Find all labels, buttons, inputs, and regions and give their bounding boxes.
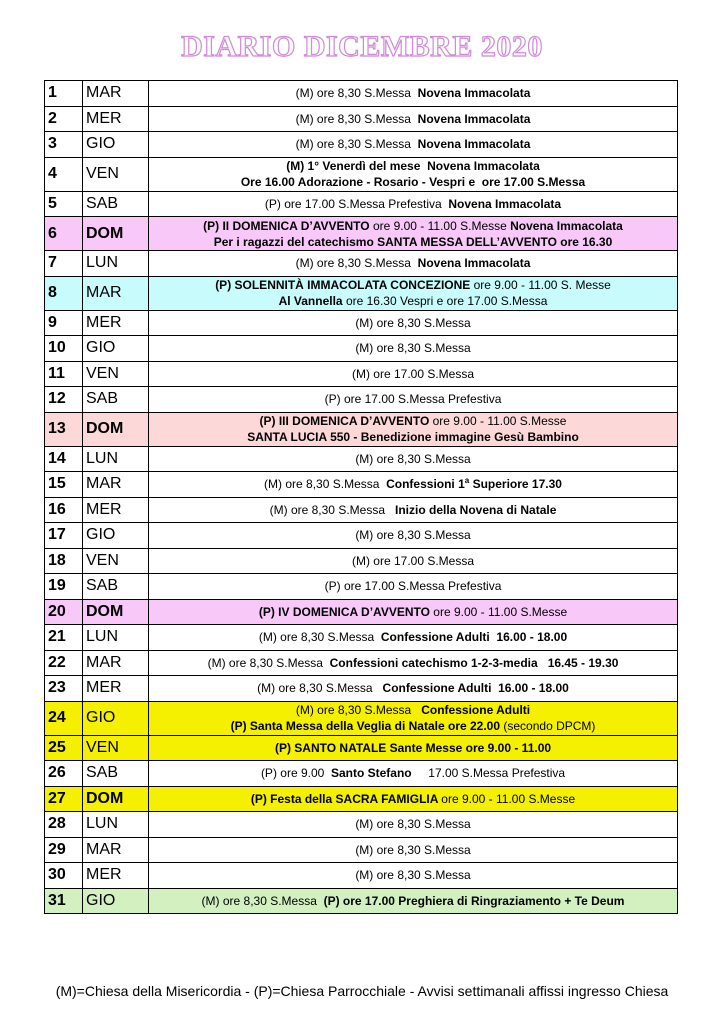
day-number: 21 xyxy=(45,625,83,651)
weekday: LUN xyxy=(83,446,149,472)
event-text: (P) ore 9.00 xyxy=(260,766,331,781)
day-number: 30 xyxy=(45,863,83,889)
event-text: Confessioni catechismo 1-2-3-media 16.45 - 19.30 xyxy=(329,655,619,670)
events-cell xyxy=(149,446,678,472)
weekday: DOM xyxy=(83,217,149,251)
events-cell xyxy=(149,599,678,625)
table-row xyxy=(45,276,678,310)
events-cell xyxy=(149,387,678,413)
event-text: (M) ore 8,30 S.Messa xyxy=(295,111,418,126)
day-number: 2 xyxy=(45,106,83,132)
table-row xyxy=(45,251,678,277)
weekday: GIO xyxy=(83,132,149,158)
calendar-table xyxy=(44,80,678,914)
page-title: DIARIO DICEMBRE 2020 xyxy=(181,30,543,63)
day-number: 5 xyxy=(45,191,83,217)
event-text: (P) ore 17.00 S.Messa Prefestiva xyxy=(324,392,502,407)
events-cell xyxy=(149,574,678,600)
table-row xyxy=(45,217,678,251)
table-row xyxy=(45,888,678,914)
weekday: DOM xyxy=(83,599,149,625)
table-row xyxy=(45,625,678,651)
table-row xyxy=(45,676,678,702)
event-line xyxy=(149,391,677,407)
event-line xyxy=(149,158,677,174)
event-line xyxy=(149,413,677,429)
day-number: 18 xyxy=(45,548,83,574)
table-row xyxy=(45,361,678,387)
events-cell xyxy=(149,523,678,549)
event-line xyxy=(149,136,677,152)
event-text: (P) ore 17.00 Preghiera di Ringraziamento + Te Deum xyxy=(323,893,625,908)
day-number: 4 xyxy=(45,157,83,191)
weekday: VEN xyxy=(83,361,149,387)
table-row xyxy=(45,837,678,863)
weekday: VEN xyxy=(83,157,149,191)
event-text: (M) ore 8,30 S.Messa xyxy=(295,86,418,101)
event-text: (P) SOLENNITÀ IMMACOLATA CONCEZIONE xyxy=(215,278,474,292)
day-number: 24 xyxy=(45,701,83,735)
event-line xyxy=(149,604,677,620)
events-cell xyxy=(149,497,678,523)
events-cell xyxy=(149,888,678,914)
event-text: (M) ore 8,30 S.Messa xyxy=(355,868,471,883)
weekday: DOM xyxy=(83,786,149,812)
event-text: Inizio della Novena di Natale xyxy=(395,502,557,517)
event-text: (P) SANTO NATALE Sante Messe ore 9.00 - 11.00 xyxy=(274,740,552,755)
table-row xyxy=(45,863,678,889)
event-text: Confessione Adulti xyxy=(421,703,531,717)
event-line xyxy=(149,502,677,518)
event-text: Per i ragazzi del catechismo SANTA MESSA DELL’AVVENTO ore 16.30 xyxy=(213,234,613,249)
table-row xyxy=(45,81,678,107)
event-text: (P) ore 17.00 S.Messa Prefestiva xyxy=(264,196,449,211)
event-line xyxy=(149,340,677,356)
weekday: MER xyxy=(83,310,149,336)
event-text: (M) ore 17.00 S.Messa xyxy=(351,366,475,381)
events-cell xyxy=(149,735,678,761)
event-line xyxy=(149,816,677,832)
event-text: Ore 16.00 Adorazione - Rosario - Vespri e ore 17.00 S.Messa xyxy=(240,175,586,189)
table-row xyxy=(45,548,678,574)
event-line xyxy=(149,655,677,671)
event-line xyxy=(149,218,677,234)
day-number: 15 xyxy=(45,472,83,498)
event-text: (M) ore 8,30 S.Messa xyxy=(257,681,383,696)
weekday: LUN xyxy=(83,251,149,277)
weekday: MAR xyxy=(83,276,149,310)
table-row xyxy=(45,387,678,413)
events-cell xyxy=(149,336,678,362)
day-number: 27 xyxy=(45,786,83,812)
events-cell xyxy=(149,412,678,446)
table-row xyxy=(45,701,678,735)
event-text: (M) ore 8,30 S.Messa xyxy=(201,893,324,908)
events-cell xyxy=(149,361,678,387)
event-text: (M) ore 8,30 S.Messa xyxy=(355,315,471,330)
weekday: LUN xyxy=(83,625,149,651)
day-number: 20 xyxy=(45,599,83,625)
events-cell xyxy=(149,701,678,735)
event-text: Novena Immacolata xyxy=(510,218,623,233)
table-row xyxy=(45,157,678,191)
table-row xyxy=(45,574,678,600)
events-cell xyxy=(149,837,678,863)
day-number: 28 xyxy=(45,812,83,838)
day-number: 13 xyxy=(45,412,83,446)
event-line xyxy=(149,893,677,909)
events-cell xyxy=(149,812,678,838)
weekday: GIO xyxy=(83,523,149,549)
event-text: Novena Immacolata xyxy=(417,111,531,126)
events-cell xyxy=(149,863,678,889)
weekday: GIO xyxy=(83,701,149,735)
table-row xyxy=(45,650,678,676)
event-text: (P) ore 17.00 S.Messa Prefestiva xyxy=(324,579,502,594)
event-line xyxy=(149,451,677,467)
event-line xyxy=(149,680,677,696)
weekday: SAB xyxy=(83,761,149,787)
event-line xyxy=(149,174,677,190)
event-line xyxy=(149,791,677,807)
event-text: ore 9.00 - 11.00 S.Messe xyxy=(432,414,567,428)
day-number: 11 xyxy=(45,361,83,387)
event-text: (M) ore 8,30 S.Messa xyxy=(258,630,381,645)
event-text: Novena Immacolata xyxy=(417,256,531,271)
weekday: LUN xyxy=(83,812,149,838)
event-line xyxy=(149,277,677,293)
event-line xyxy=(149,429,677,445)
events-cell xyxy=(149,472,678,498)
event-text: ore 16.30 Vespri e ore 17.00 S.Messa xyxy=(345,294,548,308)
event-text: (M) ore 8,30 S.Messa xyxy=(207,655,330,670)
weekday: DOM xyxy=(83,412,149,446)
event-text: (P) Santa Messa della Veglia di Natale ore 22.00 xyxy=(230,719,504,733)
table-row xyxy=(45,412,678,446)
event-line xyxy=(149,293,677,309)
event-line xyxy=(149,315,677,331)
event-line xyxy=(149,702,677,718)
event-text: (P) II DOMENICA D’AVVENTO xyxy=(203,218,373,233)
table-row xyxy=(45,761,678,787)
day-number: 3 xyxy=(45,132,83,158)
weekday: SAB xyxy=(83,387,149,413)
event-line xyxy=(149,867,677,883)
day-number: 17 xyxy=(45,523,83,549)
event-line xyxy=(149,85,677,101)
event-text: (M) ore 8,30 S.Messa xyxy=(295,256,418,271)
events-cell xyxy=(149,548,678,574)
event-text: ore 9.00 - 11.00 S.Messe xyxy=(372,218,511,233)
day-number: 8 xyxy=(45,276,83,310)
event-text: Novena Immacolata xyxy=(448,196,562,211)
weekday: VEN xyxy=(83,735,149,761)
event-line xyxy=(149,111,677,127)
event-text: Confessioni 1 xyxy=(386,477,465,492)
events-cell xyxy=(149,676,678,702)
table-row xyxy=(45,191,678,217)
weekday: MER xyxy=(83,497,149,523)
events-cell xyxy=(149,276,678,310)
event-text: Al Vannella xyxy=(278,294,346,308)
weekday: MER xyxy=(83,676,149,702)
weekday: GIO xyxy=(83,888,149,914)
event-text: (secondo DPCM) xyxy=(503,719,596,733)
events-cell xyxy=(149,310,678,336)
event-text: ore 9.00 - 11.00 S.Messe xyxy=(433,604,568,619)
event-line xyxy=(149,234,677,250)
table-row xyxy=(45,472,678,498)
table-row xyxy=(45,336,678,362)
event-text: (M) ore 8,30 S.Messa xyxy=(264,477,387,492)
weekday: SAB xyxy=(83,191,149,217)
events-cell xyxy=(149,650,678,676)
event-text: (M) ore 8,30 S.Messa xyxy=(355,528,471,543)
weekday: MER xyxy=(83,106,149,132)
event-line xyxy=(149,553,677,569)
events-cell xyxy=(149,217,678,251)
event-text: 17.00 S.Messa Prefestiva xyxy=(411,766,566,781)
weekday: MAR xyxy=(83,472,149,498)
day-number: 7 xyxy=(45,251,83,277)
day-number: 26 xyxy=(45,761,83,787)
table-row xyxy=(45,599,678,625)
event-text: Novena Immacolata xyxy=(417,86,531,101)
weekday: VEN xyxy=(83,548,149,574)
day-number: 19 xyxy=(45,574,83,600)
day-number: 25 xyxy=(45,735,83,761)
day-number: 31 xyxy=(45,888,83,914)
weekday: MAR xyxy=(83,837,149,863)
table-row xyxy=(45,812,678,838)
event-text: Confessione Adulti 16.00 - 18.00 xyxy=(380,630,568,645)
day-number: 6 xyxy=(45,217,83,251)
table-row xyxy=(45,523,678,549)
event-text: a xyxy=(464,476,470,486)
weekday: MAR xyxy=(83,81,149,107)
event-line xyxy=(149,718,677,734)
table-row xyxy=(45,735,678,761)
legend: (M)=Chiesa della Misericordia - (P)=Chiesa Parrocchiale - Avvisi settimanali affissi ingresso Chiesa xyxy=(55,983,669,999)
weekday: GIO xyxy=(83,336,149,362)
event-text: (M) ore 8,30 S.Messa xyxy=(355,842,471,857)
event-text: (M) ore 8,30 S.Messa xyxy=(355,451,471,466)
event-line xyxy=(149,740,677,756)
events-cell xyxy=(149,157,678,191)
event-line xyxy=(149,842,677,858)
events-cell xyxy=(149,81,678,107)
table-row xyxy=(45,132,678,158)
event-text: (M) ore 8,30 S.Messa xyxy=(295,703,422,717)
weekday: MAR xyxy=(83,650,149,676)
day-number: 23 xyxy=(45,676,83,702)
event-text: (M) ore 17.00 S.Messa xyxy=(351,553,475,568)
weekday: MER xyxy=(83,863,149,889)
table-row xyxy=(45,106,678,132)
day-number: 29 xyxy=(45,837,83,863)
event-line xyxy=(149,476,677,492)
events-cell xyxy=(149,625,678,651)
event-text: Confessione Adulti 16.00 - 18.00 xyxy=(382,681,569,696)
event-line xyxy=(149,255,677,271)
day-number: 16 xyxy=(45,497,83,523)
event-text: (M) ore 8,30 S.Messa xyxy=(355,817,471,832)
event-text: Novena Immacolata xyxy=(417,137,531,152)
event-text: Santo Stefano xyxy=(330,766,412,781)
day-number: 1 xyxy=(45,81,83,107)
day-number: 12 xyxy=(45,387,83,413)
event-text: (P) III DOMENICA D’AVVENTO xyxy=(259,414,433,428)
event-text: Superiore 17.30 xyxy=(469,477,562,492)
event-text: ore 9.00 - 11.00 S. Messe xyxy=(473,278,611,292)
event-line xyxy=(149,578,677,594)
day-number: 9 xyxy=(45,310,83,336)
day-number: 10 xyxy=(45,336,83,362)
event-line xyxy=(149,366,677,382)
event-text: (M) 1° Venerdì del mese Novena Immacolata xyxy=(286,159,540,173)
events-cell xyxy=(149,191,678,217)
events-cell xyxy=(149,761,678,787)
table-row xyxy=(45,786,678,812)
table-row xyxy=(45,446,678,472)
event-line xyxy=(149,765,677,781)
event-line xyxy=(149,629,677,645)
events-cell xyxy=(149,106,678,132)
day-number: 22 xyxy=(45,650,83,676)
event-text: (M) ore 8,30 S.Messa xyxy=(269,502,395,517)
events-cell xyxy=(149,251,678,277)
event-text: (M) ore 8,30 S.Messa xyxy=(295,137,418,152)
events-cell xyxy=(149,786,678,812)
event-text: (P) IV DOMENICA D’AVVENTO xyxy=(258,604,434,619)
table-row xyxy=(45,497,678,523)
event-text: (M) ore 8,30 S.Messa xyxy=(355,341,471,356)
event-line xyxy=(149,527,677,543)
events-cell xyxy=(149,132,678,158)
event-text: (P) Festa della SACRA FAMIGLIA xyxy=(250,791,442,806)
event-text: ore 9.00 - 11.00 S.Messe xyxy=(441,791,576,806)
day-number: 14 xyxy=(45,446,83,472)
event-line xyxy=(149,196,677,212)
event-text: SANTA LUCIA 550 - Benedizione immagine Gesù Bambino xyxy=(247,430,579,444)
weekday: SAB xyxy=(83,574,149,600)
table-row xyxy=(45,310,678,336)
calendar-body xyxy=(45,81,678,914)
